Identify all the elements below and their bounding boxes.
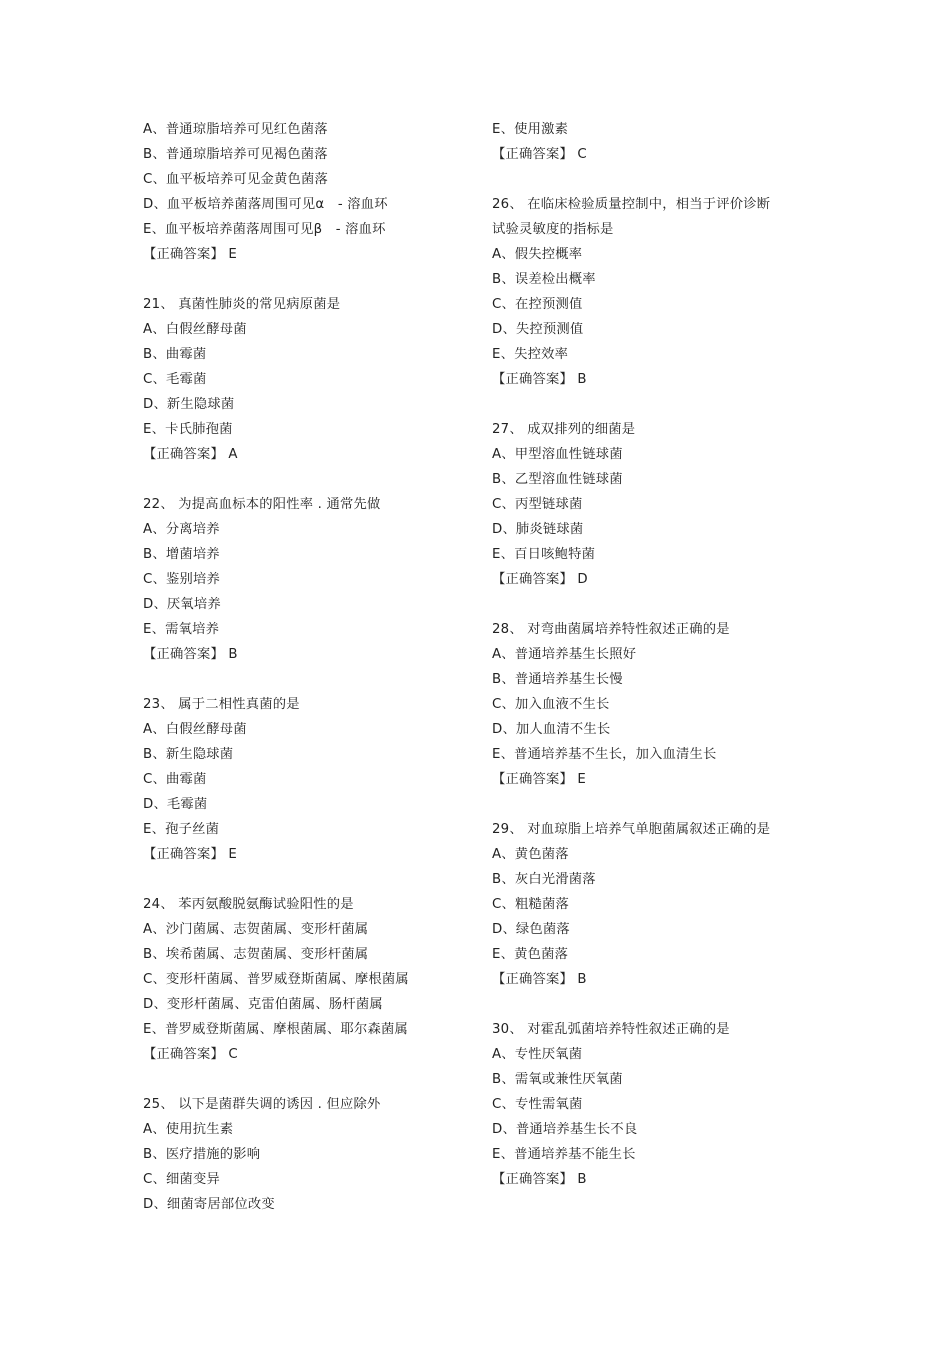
- right-text-line: C、丙型链球菌: [492, 497, 583, 512]
- left-text-line: A、分离培养: [143, 522, 220, 537]
- left-text-line: C、曲霉菌: [143, 772, 207, 787]
- right-text-line: C、在控预测值: [492, 297, 583, 312]
- left-text-line: D、变形杆菌属、克雷伯菌属、肠杆菌属: [143, 997, 383, 1012]
- right-text-line: C、粗糙菌落: [492, 897, 569, 912]
- left-text-line: 25、 以下是菌群失调的诱因 . 但应除外: [143, 1097, 381, 1112]
- left-text-line: C、鉴别培养: [143, 572, 220, 587]
- right-text-line: E、使用激素: [492, 122, 569, 137]
- left-text-line: C、血平板培养可见金黄色菌落: [143, 172, 328, 187]
- left-text-line: E、普罗威登斯菌属、摩根菌属、耶尔森菌属: [143, 1022, 409, 1037]
- left-answer-line: 【正确答案】 C: [143, 1047, 238, 1062]
- left-text-line: B、埃希菌属、志贺菌属、变形杆菌属: [143, 947, 369, 962]
- right-text-line: 30、 对霍乱弧菌培养特性叙述正确的是: [492, 1022, 730, 1037]
- right-text-line: E、黄色菌落: [492, 947, 569, 962]
- left-text-line: D、厌氧培养: [143, 597, 221, 612]
- left-spacer: [143, 867, 473, 892]
- left-spacer: [143, 467, 473, 492]
- right-answer-line: 【正确答案】 B: [492, 372, 587, 387]
- right-text-line: E、普通培养基不生长，加入血清生长: [492, 747, 717, 762]
- left-text-line: A、白假丝酵母菌: [143, 322, 247, 337]
- left-spacer: [143, 267, 473, 292]
- right-text-line: B、灰白光滑菌落: [492, 872, 596, 887]
- left-text-line: 22、 为提高血标本的阳性率 . 通常先做: [143, 497, 381, 512]
- right-text-line: E、百日咳鲍特菌: [492, 547, 596, 562]
- right-text-line: C、专性需氧菌: [492, 1097, 583, 1112]
- left-text-line: C、细菌变异: [143, 1172, 220, 1187]
- left-text-line: E、需氧培养: [143, 622, 220, 637]
- right-text-line: D、绿色菌落: [492, 922, 570, 937]
- left-answer-line: 【正确答案】 E: [143, 847, 238, 862]
- right-spacer: [492, 992, 822, 1017]
- right-answer-line: 【正确答案】 E: [492, 772, 587, 787]
- left-text-line: D、细菌寄居部位改变: [143, 1197, 275, 1212]
- left-text-line: E、卡氏肺孢菌: [143, 422, 233, 437]
- left-text-line: E、孢子丝菌: [143, 822, 220, 837]
- left-answer-line: 【正确答案】 E: [143, 247, 238, 262]
- right-answer-line: 【正确答案】 C: [492, 147, 587, 162]
- right-spacer: [492, 167, 822, 192]
- right-answer-line: 【正确答案】 B: [492, 1172, 587, 1187]
- left-text-line: E、血平板培养菌落周围可见β - 溶血环: [143, 222, 386, 237]
- left-text-line: C、变形杆菌属、普罗威登斯菌属、摩根菌属: [143, 972, 409, 987]
- right-text-line: A、普通培养基生长照好: [492, 647, 637, 662]
- left-text-line: A、普通琼脂培养可见红色菌落: [143, 122, 328, 137]
- left-text-line: C、毛霉菌: [143, 372, 207, 387]
- left-spacer: [143, 1067, 473, 1092]
- right-text-line: B、需氧或兼性厌氧菌: [492, 1072, 623, 1087]
- right-text-line: D、加人血清不生长: [492, 722, 611, 737]
- right-text-line: D、普通培养基生长不良: [492, 1122, 638, 1137]
- right-text-line: 28、 对弯曲菌属培养特性叙述正确的是: [492, 622, 730, 637]
- left-text-line: B、曲霉菌: [143, 347, 207, 362]
- right-answer-line: 【正确答案】 D: [492, 572, 588, 587]
- left-text-line: D、新生隐球菌: [143, 397, 235, 412]
- right-spacer: [492, 592, 822, 617]
- right-text-line: E、失控效率: [492, 347, 569, 362]
- right-text-line: A、甲型溶血性链球菌: [492, 447, 623, 462]
- right-text-line: C、加入血液不生长: [492, 697, 610, 712]
- right-text-line: 26、 在临床检验质量控制中，相当于评价诊断: [492, 197, 771, 212]
- left-text-line: D、毛霉菌: [143, 797, 208, 812]
- right-answer-line: 【正确答案】 B: [492, 972, 587, 987]
- left-text-line: B、增菌培养: [143, 547, 220, 562]
- right-text-line: B、乙型溶血性链球菌: [492, 472, 623, 487]
- left-answer-line: 【正确答案】 A: [143, 447, 238, 462]
- left-text-line: B、医疗措施的影响: [143, 1147, 261, 1162]
- right-text-line: A、黄色菌落: [492, 847, 569, 862]
- right-text-line: B、普通培养基生长慢: [492, 672, 623, 687]
- right-column: [492, 117, 822, 1192]
- right-text-line: B、误差检出概率: [492, 272, 596, 287]
- right-spacer: [492, 392, 822, 417]
- left-text-line: 24、 苯丙氨酸脱氨酶试验阳性的是: [143, 897, 354, 912]
- left-text-line: B、新生隐球菌: [143, 747, 234, 762]
- left-text-line: A、沙门菌属、志贺菌属、变形杆菌属: [143, 922, 369, 937]
- left-text-line: A、白假丝酵母菌: [143, 722, 247, 737]
- right-text-line: D、肺炎链球菌: [492, 522, 584, 537]
- left-text-line: A、使用抗生素: [143, 1122, 234, 1137]
- left-column: [143, 117, 473, 1217]
- right-text-line: 29、 对血琼脂上培养气单胞菌属叙述正确的是: [492, 822, 771, 837]
- left-answer-line: 【正确答案】 B: [143, 647, 238, 662]
- right-text-line: E、普通培养基不能生长: [492, 1147, 636, 1162]
- left-spacer: [143, 667, 473, 692]
- left-text-line: 21、 真菌性肺炎的常见病原菌是: [143, 297, 341, 312]
- right-text-line: 试验灵敏度的指标是: [492, 222, 614, 237]
- left-text-line: 23、 属于二相性真菌的是: [143, 697, 300, 712]
- left-text-line: D、血平板培养菌落周围可见α - 溶血环: [143, 197, 388, 212]
- right-text-line: D、失控预测值: [492, 322, 584, 337]
- right-text-line: 27、 成双排列的细菌是: [492, 422, 636, 437]
- right-spacer: [492, 792, 822, 817]
- left-text-line: B、普通琼脂培养可见褐色菌落: [143, 147, 328, 162]
- right-text-line: A、假失控概率: [492, 247, 583, 262]
- right-text-line: A、专性厌氧菌: [492, 1047, 583, 1062]
